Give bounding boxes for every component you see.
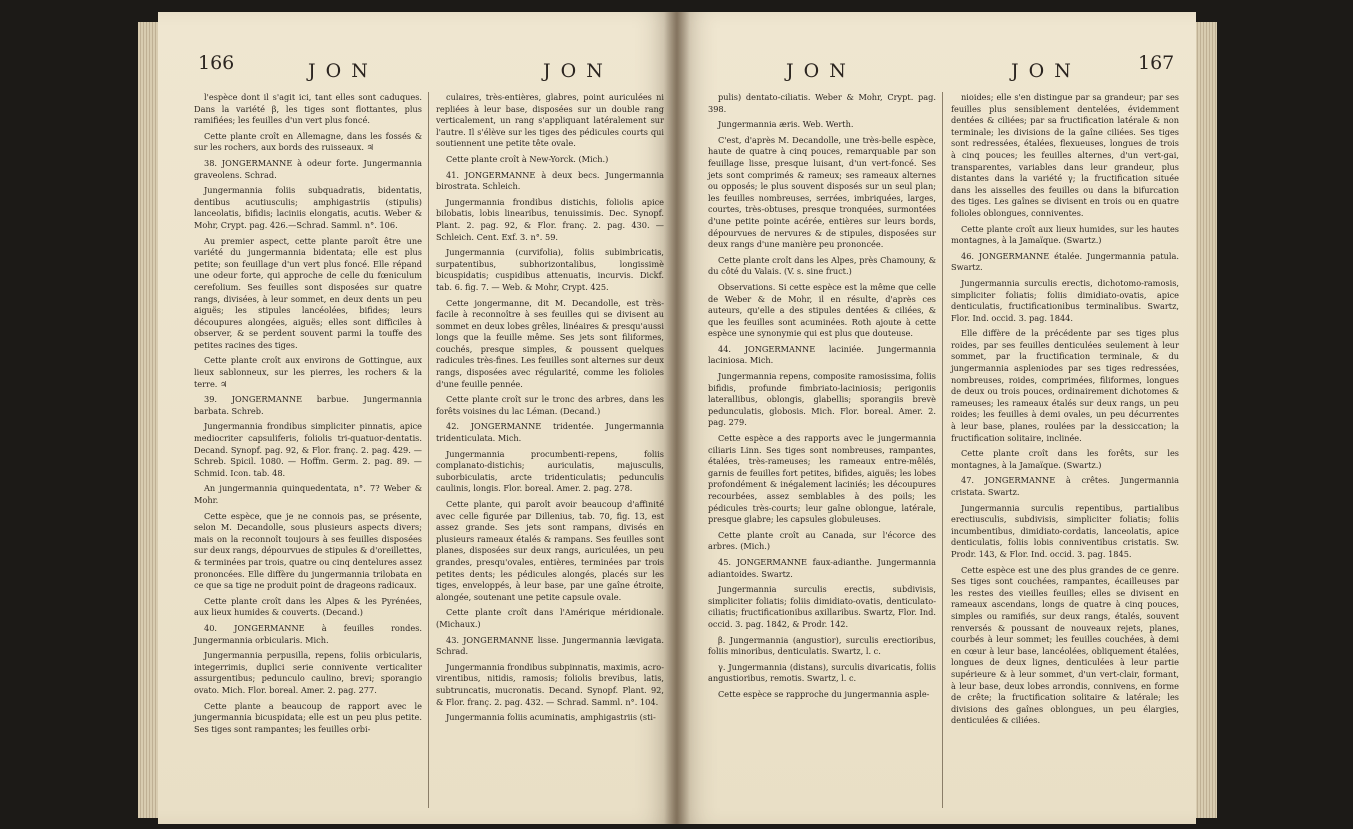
paragraph: Cette plante croît dans l'Amérique méridionale. (Michaux.) xyxy=(436,607,664,629)
paragraph: Observations. Si cette espèce est la même que celle de Weber & de Mohr, il en résulte, d'après ces auteurs, qu'elle a des stipules dentées & ciliées, & que les feuilles sont acuminées. Roth ajoute à cette espèce une synonymie qui est plus que douteuse. xyxy=(708,281,936,339)
paragraph: Cette plante croît aux environs de Gottingue, aux lieux sablonneux, sur les pierres, les rochers & la terre. ♃ xyxy=(194,355,422,389)
paragraph: 46. JONGERMANNE étalée. Jungermannia patula. Swartz. xyxy=(951,250,1179,273)
paragraph: 44. JONGERMANNE laciniée. Jungermannia laciniosa. Mich. xyxy=(708,343,936,366)
paragraph: β. Jungermannia (angustior), surculis erectioribus, foliis minoribus, denticulatis. Swartz, l. c. xyxy=(708,634,936,657)
paragraph: Cette plante croît à New-Yorck. (Mich.) xyxy=(446,153,609,164)
paragraph: Jungermannia repens, composite ramosissima, foliis bifidis, profunde fimbriato-laciniosis; perigoniis laterallibus, oblongis, glabellis; sporangiis brevè pedunculatis, globosis. Mich. Flor. boreal. Amer. 2. pag. 279. xyxy=(708,371,936,428)
left-column-2 xyxy=(436,92,664,728)
paragraph: Jungermannia foliis acuminatis, amphigastriis (sti- xyxy=(446,712,656,723)
right-column-1 xyxy=(708,92,936,705)
paragraph: γ. Jungermannia (distans), surculis divaricatis, foliis angustioribus, remotis. Swartz, l. c. xyxy=(708,661,936,684)
paragraph: 47. JONGERMANNE à crêtes. Jungermannia cristata. Swartz. xyxy=(951,475,1179,497)
paragraph: 39. JONGERMANNE barbue. Jungermannia barbata. Schreb. xyxy=(194,394,422,416)
left-page-edges xyxy=(138,22,160,818)
paragraph: Cette espèce est une des plus grandes de ce genre. Ses tiges sont couchées, rampantes, écailleuses par les restes des vieilles feuilles; elles se divisent en rameaux ascendans, longs de quatre à cinq pouces, simples ou ramifiés, sur deux rangs, étalés, souvent renversés & poussant de nouveaux rejets, planes, courbés à leur sommet; les feuilles couchées, à demi en cœur à leur base, lancéolées, obliquement étalées, longues de deux lignes, denticulées à leur partie supérieure & à leur sommet, d'un vert-clair, formant, à leur base, deux lobes arrondis, connivens, en forme de crête; la fructification solitaire & latérale; les divisions des gaînes oblongues, un peu élargies, denticulées & ciliées. xyxy=(951,564,1179,726)
paragraph: Jungermannia (curvifolia), foliis subimbricatis, surpatentibus, subhorizontalibus, longissimè bicuspidatis; cuspidibus attenuatis, incurvis. Dickf. tab. 6. fig. 7. — Web. & Mohr, Crypt. 425. xyxy=(436,247,664,292)
paragraph: Jungermannia surculis erectis, subdivisis, simpliciter foliatis; foliis dimidiato-ovatis, denticulato-ciliatis; fructificationibus axillaribus. Swartz, Flor. Ind. occid. 3. pag. 1842, & Prodr. 142. xyxy=(708,584,936,629)
paragraph: Cette plante, qui paroît avoir beaucoup d'affinité avec celle figurée par Dillenius, tab. 70, fig. 13, est assez grande. Ses jets sont rampans, divisés en plusieurs rameaux étalés & rampans. Ses feuilles sont planes, disposées sur deux rangs, auriculées, un peu grandes, presqu'ovales, entières, terminées par trois petites dents; les pédicules alongés, placés sur les tiges, enveloppés, à leur base, par une gaîne étroite, alongée, soutenant une petite capsule ovale. xyxy=(436,499,664,602)
column-rule xyxy=(942,92,943,808)
paragraph: Jungermannia perpusilla, repens, foliis orbicularis, integerrimis, duplici serie connivente verticaliter assurgentibus; pedunculo caulino, brevi; sporangio ovato. Mich. Flor. boreal. Amer. 2. pag. 277. xyxy=(194,650,422,695)
right-page xyxy=(676,12,1196,824)
paragraph: Cette jongermanne, dit M. Decandolle, est très-facile à reconnoître à ses feuilles qui se divisent au sommet en deux lobes grêles, linéaires & presqu'aussi longs que la feuille même. Ses jets sont filiformes, couchés, presque simples, & poussent quelques radicules très-fines. Les feuilles sont alternes sur deux rangs, disposées avec régularité, comme les folioles d'une feuille pennée. xyxy=(436,297,664,389)
paragraph: Jungermannia frondibus distichis, foliolis apice bilobatis, lobis linearibus, tenuissimis. Dec. Synopf. Plant. 2. pag. 92, & Flor. franç. 2. pag. 430. — Schleich. Cent. Exf. 3. n°. 59. xyxy=(436,196,664,242)
paragraph: Jungermannia æris. Web. Werth. xyxy=(718,119,854,130)
paragraph: Jungermannia frondibus subpinnatis, maximis, acro-virentibus, nitidis, ramosis; foliolis brevibus, latis, subtruncatis, mucronatis. Decand. Synopf. Plant. 92, & Flor. franç. 2. pag. 432. — Schrad. Samml. n°. 104. xyxy=(436,661,664,707)
right-running-head: J O N xyxy=(786,60,848,82)
paragraph: nioides; elle s'en distingue par sa grandeur; par ses feuilles plus sensiblement dentelées, évidemment dentées & ciliées; par sa fructification latérale & non terminale; les divisions de la gaîne ciliées. Ses tiges sont redressées, étalées, flexueuses, longues de trois à cinq pouces; les feuilles alternes, d'un vert-gai, transparentes, variables dans leur grandeur, plus distantes dans la variété γ; la fructification située dans les aisselles des feuilles ou dans la bifurcation des tiges. Les gaînes se divisent en trois ou en quatre folioles oblongues, conniventes. xyxy=(951,92,1179,218)
paragraph: pulis) dentato-ciliatis. Weber & Mohr, Crypt. pag. 398. xyxy=(708,92,936,114)
column-rule xyxy=(428,92,429,808)
paragraph: Au premier aspect, cette plante paroît être une variété du jungermannia bidentata; elle est plus petite; son feuillage d'un vert plus foncé. Elle répand une odeur forte, qui approche de celle du fœniculum cerefolium. Ses feuilles sont disposées sur quatre rangs, divisées, à leur sommet, en deux dents un peu aiguës; les stipules lancéolées, bifides; leurs découpures alongées, aiguës; elles sont difficiles à observer, & se perdent souvent parmi la touffe des petites racines des tiges. xyxy=(194,235,422,350)
paragraph: Jungermannia surculis erectis, dichotomo-ramosis, simpliciter foliatis; foliis dimidiato-ovatis, apice denticulatis, fructificationibus terminalibus. Swartz, Flor. Ind. occid. 3. pag. 1844. xyxy=(951,277,1179,323)
paragraph: Cette espèce, que je ne connois pas, se présente, selon M. Decandolle, sous plusieurs aspects divers; mais on la reconnoît toujours à ses feuilles disposées sur deux rangs, dépourvues de stipules & d'oreillettes, & terminées par trois, quatre ou cinq dentelures assez prononcées. Elle diffère du jungermannia trilobata en ce que sa tige ne produit point de drageons radicaux. xyxy=(194,510,422,591)
left-column-1 xyxy=(194,92,422,739)
paragraph: Cette plante croît aux lieux humides, sur les hautes montagnes, à la Jamaïque. (Swartz.) xyxy=(951,223,1179,246)
paragraph: An jungermannia quinquedentata, n°. 7? Weber & Mohr. xyxy=(194,483,422,505)
left-page xyxy=(158,12,676,824)
right-column-2 xyxy=(951,92,1179,731)
paragraph: Cette plante croît dans les Alpes, près Chamouny, & du côté du Valais. (V. s. sine fruct.) xyxy=(708,254,936,277)
book-gutter xyxy=(664,12,690,824)
paragraph: 40. JONGERMANNE à feuilles rondes. Jungermannia orbicularis. Mich. xyxy=(194,622,422,645)
paragraph: 45. JONGERMANNE faux-adianthe. Jungermannia adiantoides. Swartz. xyxy=(708,556,936,579)
paragraph: Cette espèce a des rapports avec le jungermannia ciliaris Linn. Ses tiges sont nombreuses, rampantes, étalées, très-rameuses; les rameaux entre-mêlés, garnis de feuilles fort petites, bifides, aiguës; les lobes profondément & inégalement laciniés; les découpures recourbées, assez semblables à des poils; les pédicules très-courts; leur gaîne oblongue, latérale, presque glabre; les capsules globuleuses. xyxy=(708,433,936,525)
paragraph: Cette plante a beaucoup de rapport avec le jungermannia bicuspidata; elle est un peu plus petite. Ses tiges sont rampantes; les feuilles orbi- xyxy=(194,700,422,734)
paragraph: Jungermannia frondibus simpliciter pinnatis, apice mediocriter capsuliferis, foliolis tri-quatuor-dentatis. Decand. Synopf. pag. 92, & Flor. franç. 2. pag. 429. — Schreb. Spicil. 1080. — Hoffm. Germ. 2. pag. 89. — Schmid. Icon. tab. 48. xyxy=(194,421,422,478)
paragraph: Jungermannia foliis subquadratis, bidentatis, dentibus acutiusculis; amphigastriis (stipulis) lanceolatis, bifidis; laciniis elongatis, acutis. Weber & Mohr, Crypt. pag. 426.—Schrad. Samml. n°. 106. xyxy=(194,185,422,230)
paragraph: C'est, d'après M. Decandolle, une très-belle espèce, haute de quatre à cinq pouces, remarquable par son feuillage lisse, presque luisant, d'un vert-foncé. Ses jets sont comprimés & rameux; ses rameaux alternes ou opposés; le plus souvent disposés sur un seul plan; les feuilles nombreuses, serrées, imbriquées, larges, courtes, très-obtuses, presque tronquées, surmontées d'une petite pointe acérée, entières sur leurs bords, dépourvues de nervures & de stipules, disposées sur deux rangs d'une manière peu prononcée. xyxy=(708,134,936,250)
paragraph: Jungermannia surculis repentibus, partialibus erectiusculis, subdivisis, simpliciter foliatis; foliis incumbentibus, dimidiato-cordatis, lanceolatis, apice denticulatis, foliis lobis conniventibus cristatis. Sw. Prodr. 143, & Flor. Ind. occid. 3. pag. 1845. xyxy=(951,502,1179,559)
left-running-head: J O N xyxy=(308,60,370,82)
paragraph: Cette plante croît dans les forêts, sur les montagnes, à la Jamaïque. (Swartz.) xyxy=(951,448,1179,470)
paragraph: l'espèce dont il s'agit ici, tant elles sont caduques. Dans la variété β, les tiges sont flottantes, plus ramifiées; les feuilles d'un vert plus foncé. xyxy=(194,92,422,126)
paragraph: Cette plante croît sur le tronc des arbres, dans les forêts voisines du lac Léman. (Decand.) xyxy=(436,394,664,416)
paragraph: 41. JONGERMANNE à deux becs. Jungermannia birostrata. Schleich. xyxy=(436,169,664,192)
paragraph: Cette plante croît dans les Alpes & les Pyrénées, aux lieux humides & couverts. (Decand.) xyxy=(194,595,422,618)
right-page-edges xyxy=(1195,22,1217,818)
left-running-head-2: J O N xyxy=(543,60,605,82)
right-running-head-2: J O N xyxy=(1011,60,1073,82)
paragraph: Cette espèce se rapproche du jungermannia asple- xyxy=(718,688,930,699)
paragraph: culaires, très-entières, glabres, point auriculées ni repliées à leur base, disposées sur un double rang verticalement, un rang s'appliquant latéralement sur l'autre. Il s'élève sur les tiges des pédicules courts qui soutiennent une petite tête ovale. xyxy=(436,92,664,149)
paragraph: Cette plante croît au Canada, sur l'écorce des arbres. (Mich.) xyxy=(708,529,936,552)
left-page-number: 166 xyxy=(198,52,235,74)
paragraph: Jungermannia procumbenti-repens, foliis complanato-distichis; auriculatis, majusculis, suborbiculatis, arcte tridenticulatis; pedunculis caulinis, longis. Flor. boreal. Amer. 2. pag. 278. xyxy=(436,448,664,494)
paragraph: 42. JONGERMANNE tridentée. Jungermannia tridenticulata. Mich. xyxy=(436,421,664,444)
right-page-number: 167 xyxy=(1138,52,1175,74)
paragraph: 43. JONGERMANNE lisse. Jungermannia lævigata. Schrad. xyxy=(436,634,664,657)
paragraph: Elle diffère de la précédente par ses tiges plus roides, par ses feuilles denticulées seulement à leur sommet, par la fructification terminale, & du jungermannia aspleniodes par ses tiges redressées, nombreuses, roides, comprimées, filiformes, longues de deux ou trois pouces, ordinairement dichotomes & rameuses; les rameaux étalés sur deux rangs, un peu roides; les feuilles à demi ovales, un peu décurrentes à leur base, planes, roulées par la dessiccation; la fructification solitaire, inclinée. xyxy=(951,328,1179,443)
paragraph: 38. JONGERMANNE à odeur forte. Jungermannia graveolens. Schrad. xyxy=(194,157,422,180)
paragraph: Cette plante croît en Allemagne, dans les fossés & sur les rochers, aux bords des ruisseaux. ♃ xyxy=(194,130,422,153)
